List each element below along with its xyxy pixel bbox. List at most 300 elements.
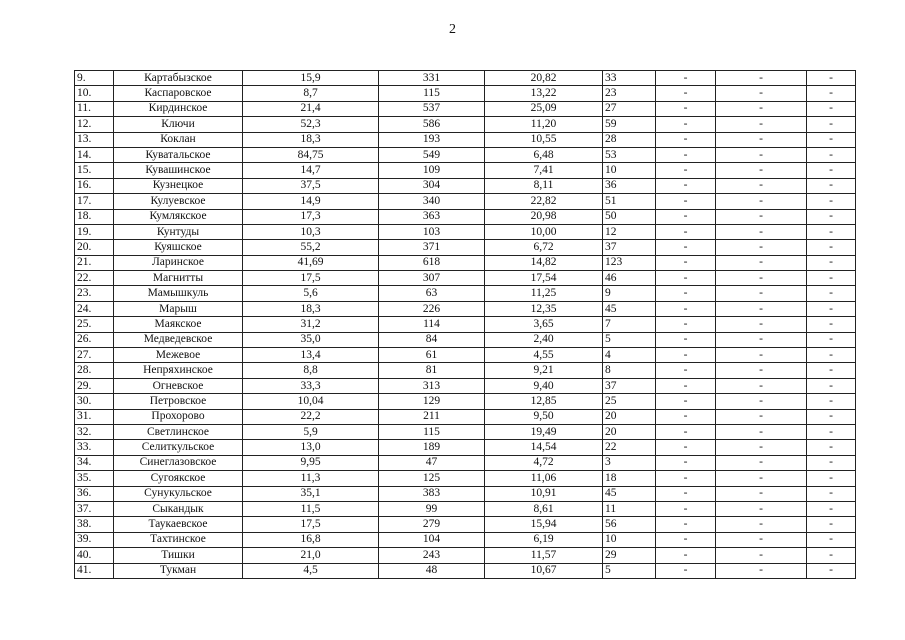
dash-cell-2: - <box>716 286 807 301</box>
table-row <box>75 240 856 255</box>
dash-cell-2: - <box>716 332 807 347</box>
dash-cell-3: - <box>807 147 856 162</box>
settlement-name-cell: Межевое <box>114 348 243 363</box>
table-row <box>75 132 856 147</box>
row-number-cell: 27. <box>75 348 114 363</box>
population-cell: 537 <box>379 101 485 116</box>
dash-cell-2: - <box>716 348 807 363</box>
density-cell: 6,19 <box>485 532 603 547</box>
count-cell: 45 <box>603 486 656 501</box>
population-cell: 84 <box>379 332 485 347</box>
population-cell: 331 <box>379 71 485 86</box>
area-cell: 14,9 <box>243 194 379 209</box>
settlement-name-cell: Маякское <box>114 317 243 332</box>
dash-cell-2: - <box>716 455 807 470</box>
count-cell: 33 <box>603 71 656 86</box>
area-cell: 52,3 <box>243 117 379 132</box>
density-cell: 3,65 <box>485 317 603 332</box>
dash-cell-1: - <box>656 101 716 116</box>
row-number-cell: 35. <box>75 471 114 486</box>
dash-cell-1: - <box>656 455 716 470</box>
density-cell: 10,91 <box>485 486 603 501</box>
dash-cell-2: - <box>716 71 807 86</box>
table-row <box>75 548 856 563</box>
count-cell: 10 <box>603 532 656 547</box>
settlement-name-cell: Селиткульское <box>114 440 243 455</box>
dash-cell-1: - <box>656 317 716 332</box>
population-cell: 618 <box>379 255 485 270</box>
count-cell: 12 <box>603 224 656 239</box>
dash-cell-2: - <box>716 194 807 209</box>
density-cell: 6,48 <box>485 147 603 162</box>
settlements-table <box>74 70 856 579</box>
dash-cell-2: - <box>716 255 807 270</box>
density-cell: 2,40 <box>485 332 603 347</box>
dash-cell-3: - <box>807 486 856 501</box>
dash-cell-3: - <box>807 378 856 393</box>
settlement-name-cell: Ключи <box>114 117 243 132</box>
dash-cell-1: - <box>656 332 716 347</box>
density-cell: 4,72 <box>485 455 603 470</box>
area-cell: 55,2 <box>243 240 379 255</box>
density-cell: 9,40 <box>485 378 603 393</box>
dash-cell-1: - <box>656 301 716 316</box>
area-cell: 9,95 <box>243 455 379 470</box>
count-cell: 37 <box>603 240 656 255</box>
dash-cell-2: - <box>716 424 807 439</box>
dash-cell-2: - <box>716 501 807 516</box>
area-cell: 5,9 <box>243 424 379 439</box>
area-cell: 18,3 <box>243 132 379 147</box>
density-cell: 14,82 <box>485 255 603 270</box>
row-number-cell: 12. <box>75 117 114 132</box>
dash-cell-1: - <box>656 147 716 162</box>
dash-cell-1: - <box>656 255 716 270</box>
population-cell: 193 <box>379 132 485 147</box>
area-cell: 10,3 <box>243 224 379 239</box>
count-cell: 45 <box>603 301 656 316</box>
dash-cell-1: - <box>656 548 716 563</box>
dash-cell-3: - <box>807 240 856 255</box>
area-cell: 11,5 <box>243 501 379 516</box>
dash-cell-3: - <box>807 455 856 470</box>
population-cell: 114 <box>379 317 485 332</box>
count-cell: 23 <box>603 86 656 101</box>
row-number-cell: 17. <box>75 194 114 209</box>
density-cell: 10,55 <box>485 132 603 147</box>
population-cell: 109 <box>379 163 485 178</box>
table-row <box>75 117 856 132</box>
count-cell: 27 <box>603 101 656 116</box>
area-cell: 21,4 <box>243 101 379 116</box>
area-cell: 11,3 <box>243 471 379 486</box>
dash-cell-1: - <box>656 424 716 439</box>
area-cell: 5,6 <box>243 286 379 301</box>
dash-cell-1: - <box>656 286 716 301</box>
settlement-name-cell: Картабызское <box>114 71 243 86</box>
row-number-cell: 37. <box>75 501 114 516</box>
settlement-name-cell: Кунтуды <box>114 224 243 239</box>
dash-cell-2: - <box>716 471 807 486</box>
density-cell: 10,00 <box>485 224 603 239</box>
dash-cell-3: - <box>807 178 856 193</box>
settlement-name-cell: Кулуевское <box>114 194 243 209</box>
dash-cell-2: - <box>716 517 807 532</box>
dash-cell-3: - <box>807 71 856 86</box>
population-cell: 243 <box>379 548 485 563</box>
row-number-cell: 16. <box>75 178 114 193</box>
dash-cell-2: - <box>716 147 807 162</box>
table-row <box>75 86 856 101</box>
page-number: 2 <box>449 22 456 37</box>
count-cell: 28 <box>603 132 656 147</box>
count-cell: 37 <box>603 378 656 393</box>
row-number-cell: 29. <box>75 378 114 393</box>
dash-cell-1: - <box>656 224 716 239</box>
area-cell: 35,0 <box>243 332 379 347</box>
density-cell: 4,55 <box>485 348 603 363</box>
area-cell: 84,75 <box>243 147 379 162</box>
area-cell: 17,5 <box>243 517 379 532</box>
dash-cell-1: - <box>656 440 716 455</box>
table-row <box>75 348 856 363</box>
count-cell: 50 <box>603 209 656 224</box>
settlement-name-cell: Мамышкуль <box>114 286 243 301</box>
area-cell: 35,1 <box>243 486 379 501</box>
settlement-name-cell: Кирдинское <box>114 101 243 116</box>
dash-cell-2: - <box>716 271 807 286</box>
population-cell: 189 <box>379 440 485 455</box>
area-cell: 4,5 <box>243 563 379 578</box>
row-number-cell: 31. <box>75 409 114 424</box>
density-cell: 8,11 <box>485 178 603 193</box>
population-cell: 279 <box>379 517 485 532</box>
density-cell: 15,94 <box>485 517 603 532</box>
settlement-name-cell: Медведевское <box>114 332 243 347</box>
count-cell: 36 <box>603 178 656 193</box>
count-cell: 29 <box>603 548 656 563</box>
dash-cell-3: - <box>807 409 856 424</box>
area-cell: 18,3 <box>243 301 379 316</box>
population-cell: 115 <box>379 424 485 439</box>
settlement-name-cell: Сугоякское <box>114 471 243 486</box>
dash-cell-3: - <box>807 163 856 178</box>
density-cell: 11,06 <box>485 471 603 486</box>
count-cell: 7 <box>603 317 656 332</box>
settlement-name-cell: Кувашинское <box>114 163 243 178</box>
dash-cell-3: - <box>807 224 856 239</box>
dash-cell-3: - <box>807 101 856 116</box>
dash-cell-1: - <box>656 163 716 178</box>
dash-cell-1: - <box>656 409 716 424</box>
population-cell: 104 <box>379 532 485 547</box>
settlement-name-cell: Сыкандык <box>114 501 243 516</box>
table-row <box>75 163 856 178</box>
population-cell: 129 <box>379 394 485 409</box>
density-cell: 20,98 <box>485 209 603 224</box>
table-row <box>75 317 856 332</box>
table-row <box>75 71 856 86</box>
dash-cell-3: - <box>807 471 856 486</box>
count-cell: 11 <box>603 501 656 516</box>
dash-cell-2: - <box>716 486 807 501</box>
count-cell: 123 <box>603 255 656 270</box>
dash-cell-2: - <box>716 409 807 424</box>
population-cell: 549 <box>379 147 485 162</box>
density-cell: 20,82 <box>485 71 603 86</box>
dash-cell-3: - <box>807 301 856 316</box>
table-row <box>75 255 856 270</box>
table-row <box>75 101 856 116</box>
count-cell: 20 <box>603 424 656 439</box>
table-row <box>75 471 856 486</box>
dash-cell-1: - <box>656 117 716 132</box>
area-cell: 31,2 <box>243 317 379 332</box>
dash-cell-3: - <box>807 317 856 332</box>
table-row <box>75 271 856 286</box>
dash-cell-2: - <box>716 224 807 239</box>
count-cell: 10 <box>603 163 656 178</box>
row-number-cell: 39. <box>75 532 114 547</box>
population-cell: 48 <box>379 563 485 578</box>
population-cell: 586 <box>379 117 485 132</box>
table-row <box>75 194 856 209</box>
settlement-name-cell: Непряхинское <box>114 363 243 378</box>
row-number-cell: 22. <box>75 271 114 286</box>
dash-cell-2: - <box>716 163 807 178</box>
population-cell: 307 <box>379 271 485 286</box>
population-cell: 304 <box>379 178 485 193</box>
area-cell: 14,7 <box>243 163 379 178</box>
row-number-cell: 21. <box>75 255 114 270</box>
area-cell: 17,5 <box>243 271 379 286</box>
dash-cell-3: - <box>807 501 856 516</box>
table-row <box>75 286 856 301</box>
dash-cell-2: - <box>716 301 807 316</box>
table-row <box>75 517 856 532</box>
count-cell: 5 <box>603 563 656 578</box>
population-cell: 125 <box>379 471 485 486</box>
count-cell: 9 <box>603 286 656 301</box>
area-cell: 13,0 <box>243 440 379 455</box>
dash-cell-2: - <box>716 440 807 455</box>
count-cell: 5 <box>603 332 656 347</box>
dash-cell-1: - <box>656 194 716 209</box>
population-cell: 371 <box>379 240 485 255</box>
settlement-name-cell: Куватальское <box>114 147 243 162</box>
density-cell: 22,82 <box>485 194 603 209</box>
density-cell: 25,09 <box>485 101 603 116</box>
settlement-name-cell: Тахтинское <box>114 532 243 547</box>
dash-cell-1: - <box>656 132 716 147</box>
dash-cell-3: - <box>807 424 856 439</box>
row-number-cell: 15. <box>75 163 114 178</box>
row-number-cell: 10. <box>75 86 114 101</box>
population-cell: 63 <box>379 286 485 301</box>
count-cell: 56 <box>603 517 656 532</box>
count-cell: 20 <box>603 409 656 424</box>
dash-cell-3: - <box>807 394 856 409</box>
dash-cell-1: - <box>656 378 716 393</box>
population-cell: 313 <box>379 378 485 393</box>
settlement-name-cell: Тишки <box>114 548 243 563</box>
area-cell: 16,8 <box>243 532 379 547</box>
dash-cell-1: - <box>656 240 716 255</box>
dash-cell-1: - <box>656 394 716 409</box>
density-cell: 7,41 <box>485 163 603 178</box>
density-cell: 11,25 <box>485 286 603 301</box>
count-cell: 8 <box>603 363 656 378</box>
settlement-name-cell: Коклан <box>114 132 243 147</box>
row-number-cell: 36. <box>75 486 114 501</box>
row-number-cell: 40. <box>75 548 114 563</box>
row-number-cell: 25. <box>75 317 114 332</box>
row-number-cell: 13. <box>75 132 114 147</box>
settlement-name-cell: Тукман <box>114 563 243 578</box>
dash-cell-2: - <box>716 532 807 547</box>
table-row <box>75 224 856 239</box>
dash-cell-3: - <box>807 440 856 455</box>
settlement-name-cell: Марыш <box>114 301 243 316</box>
density-cell: 17,54 <box>485 271 603 286</box>
population-cell: 103 <box>379 224 485 239</box>
dash-cell-1: - <box>656 532 716 547</box>
row-number-cell: 23. <box>75 286 114 301</box>
count-cell: 59 <box>603 117 656 132</box>
dash-cell-1: - <box>656 563 716 578</box>
table-row <box>75 486 856 501</box>
population-cell: 99 <box>379 501 485 516</box>
dash-cell-2: - <box>716 240 807 255</box>
area-cell: 13,4 <box>243 348 379 363</box>
population-cell: 363 <box>379 209 485 224</box>
dash-cell-3: - <box>807 563 856 578</box>
settlement-name-cell: Магнитты <box>114 271 243 286</box>
table-row <box>75 301 856 316</box>
count-cell: 53 <box>603 147 656 162</box>
dash-cell-3: - <box>807 271 856 286</box>
density-cell: 6,72 <box>485 240 603 255</box>
dash-cell-2: - <box>716 86 807 101</box>
area-cell: 10,04 <box>243 394 379 409</box>
table-row <box>75 501 856 516</box>
population-cell: 115 <box>379 86 485 101</box>
dash-cell-3: - <box>807 332 856 347</box>
population-cell: 81 <box>379 363 485 378</box>
dash-cell-2: - <box>716 548 807 563</box>
density-cell: 19,49 <box>485 424 603 439</box>
settlement-name-cell: Сунукульское <box>114 486 243 501</box>
dash-cell-1: - <box>656 363 716 378</box>
row-number-cell: 41. <box>75 563 114 578</box>
table-row <box>75 209 856 224</box>
dash-cell-1: - <box>656 471 716 486</box>
dash-cell-3: - <box>807 194 856 209</box>
area-cell: 8,7 <box>243 86 379 101</box>
dash-cell-2: - <box>716 363 807 378</box>
dash-cell-2: - <box>716 101 807 116</box>
row-number-cell: 33. <box>75 440 114 455</box>
row-number-cell: 28. <box>75 363 114 378</box>
row-number-cell: 32. <box>75 424 114 439</box>
count-cell: 4 <box>603 348 656 363</box>
dash-cell-1: - <box>656 86 716 101</box>
area-cell: 33,3 <box>243 378 379 393</box>
row-number-cell: 18. <box>75 209 114 224</box>
count-cell: 46 <box>603 271 656 286</box>
area-cell: 41,69 <box>243 255 379 270</box>
row-number-cell: 30. <box>75 394 114 409</box>
settlement-name-cell: Огневское <box>114 378 243 393</box>
table-row <box>75 363 856 378</box>
density-cell: 13,22 <box>485 86 603 101</box>
dash-cell-2: - <box>716 178 807 193</box>
dash-cell-2: - <box>716 563 807 578</box>
table-row <box>75 532 856 547</box>
population-cell: 340 <box>379 194 485 209</box>
row-number-cell: 34. <box>75 455 114 470</box>
area-cell: 22,2 <box>243 409 379 424</box>
density-cell: 10,67 <box>485 563 603 578</box>
table-row <box>75 378 856 393</box>
row-number-cell: 9. <box>75 71 114 86</box>
table-row <box>75 563 856 578</box>
table-row <box>75 455 856 470</box>
settlement-name-cell: Прохорово <box>114 409 243 424</box>
dash-cell-3: - <box>807 209 856 224</box>
table-row <box>75 332 856 347</box>
dash-cell-1: - <box>656 209 716 224</box>
dash-cell-1: - <box>656 348 716 363</box>
dash-cell-1: - <box>656 517 716 532</box>
density-cell: 14,54 <box>485 440 603 455</box>
density-cell: 9,50 <box>485 409 603 424</box>
table-row <box>75 394 856 409</box>
dash-cell-3: - <box>807 348 856 363</box>
table-body <box>75 71 856 579</box>
count-cell: 22 <box>603 440 656 455</box>
row-number-cell: 14. <box>75 147 114 162</box>
dash-cell-1: - <box>656 71 716 86</box>
settlement-name-cell: Кузнецкое <box>114 178 243 193</box>
area-cell: 21,0 <box>243 548 379 563</box>
dash-cell-2: - <box>716 209 807 224</box>
row-number-cell: 20. <box>75 240 114 255</box>
density-cell: 9,21 <box>485 363 603 378</box>
row-number-cell: 24. <box>75 301 114 316</box>
dash-cell-3: - <box>807 255 856 270</box>
dash-cell-3: - <box>807 286 856 301</box>
density-cell: 11,57 <box>485 548 603 563</box>
population-cell: 383 <box>379 486 485 501</box>
count-cell: 3 <box>603 455 656 470</box>
dash-cell-2: - <box>716 117 807 132</box>
row-number-cell: 19. <box>75 224 114 239</box>
settlement-name-cell: Кумлякское <box>114 209 243 224</box>
settlement-name-cell: Каспаровское <box>114 86 243 101</box>
density-cell: 8,61 <box>485 501 603 516</box>
population-cell: 47 <box>379 455 485 470</box>
dash-cell-3: - <box>807 132 856 147</box>
density-cell: 12,35 <box>485 301 603 316</box>
dash-cell-2: - <box>716 394 807 409</box>
table-row <box>75 440 856 455</box>
dash-cell-3: - <box>807 117 856 132</box>
population-cell: 211 <box>379 409 485 424</box>
table-row <box>75 424 856 439</box>
settlement-name-cell: Куяшское <box>114 240 243 255</box>
dash-cell-1: - <box>656 271 716 286</box>
